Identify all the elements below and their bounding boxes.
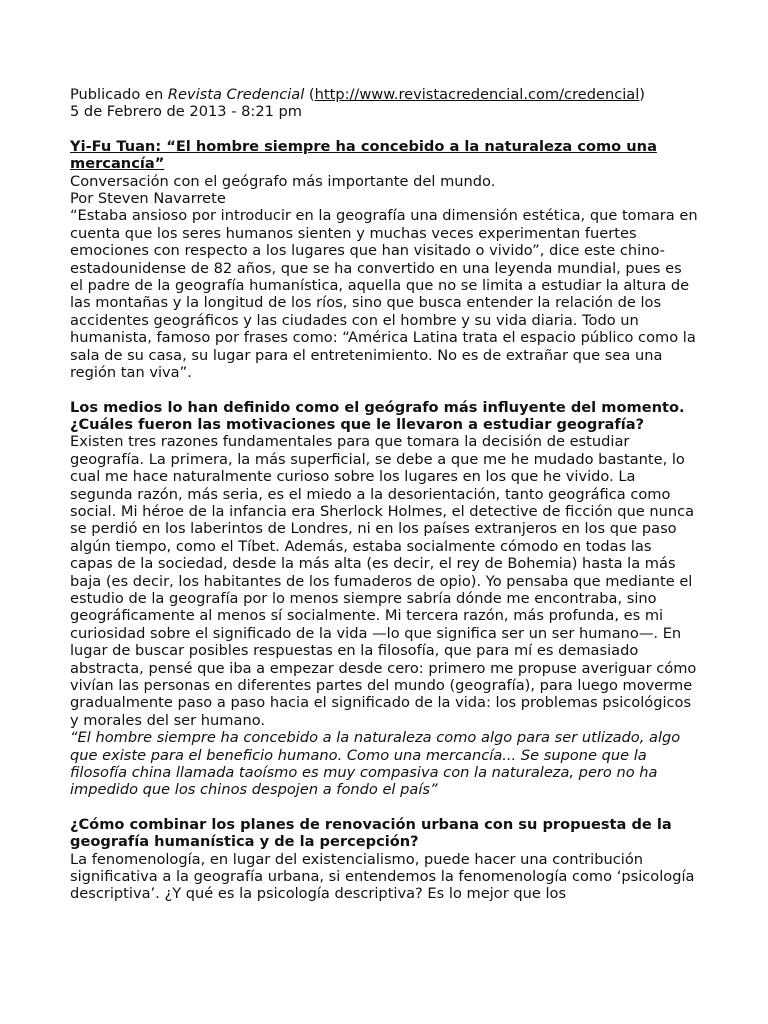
publish-date: 5 de Febrero de 2013 - 8:21 pm [70,103,303,121]
open-paren: ( [304,86,315,103]
source-url-link[interactable]: http://www.revistacredencial.com/credencial [314,86,640,103]
intro-paragraph: “Estaba ansioso por introducir en la geografía una dimensión estética, que tomara en cuenta que los seres humanos sienten y muchas veces experimentan fuertes emociones con respecto a los lugares que han visitado o vivido”, dice este chino-estadounidense de 82 años, que se ha convertido en una leyenda mundial, pues es el padre de la geografía humanística, aquella que no se limita a estudiar la altura de las montañas y la longitud de los ríos, sino que busca entender la relación de los accidentes geográficos y las ciudades con el hombre y su vida diaria. Todo un humanista, famoso por frases como: “América Latina trata el espacio público como la sala de su casa, su lugar para el entretenimiento. No es de extrañar que sea una región tan viva”. [70,207,698,382]
byline: Por Steven Navarrete [70,190,226,208]
question-2: ¿Cómo combinar los planes de renovación urbana con su propuesta de la geografía humanística y de la percepción? [70,815,672,851]
question-1: Los medios lo han definido como el geógrafo más influyente del momento. ¿Cuáles fueron las motivaciones que le llevaron a estudiar geografía? [70,398,685,433]
answer-1: Existen tres razones fundamentales para que tomara la decisión de estudiar geografía. La primera, la más superficial, se debe a que me he mudado bastante, lo cual me hace naturalmente curioso sobre los lugares en los que he vivido. La segunda razón, más seria, es el miedo a la desorientación, tanto geográfica como social. Mi héroe de la infancia era Sherlock Holmes, el detective de ficción que nunca se perdió en los laberintos de Londres, ni en los países extranjeros en los que paso algún tiempo, como el Tíbet. Además, estaba socialmente cómodo en todas las capas de la sociedad, desde la más alta (es decir, el rey de Bohemia) hasta la más baja (es decir, los habitantes de los fumaderos de opio). Yo pensaba que mediante el estudio de la geografía por lo menos siempre sabría dónde me encontraba, sino geográficamente al menos sí socialmente. Mi tercera razón, más profunda, es mi curiosidad sobre el significado de la vida —lo que significa ser un ser humano—. En lugar de buscar posibles respuestas en la filosofía, que para mí es demasiado abstracta, pensé que iba a empezar desde cero: primero me propuse averiguar cómo vivían las personas en diferentes partes del mundo (geografía), para luego moverme gradualmente paso a paso hacia el significado de la vida: los problemas psicológicos y morales del ser humano. [70,433,697,729]
publication-line [70,86,698,103]
publication-name: Revista Credencial [167,86,305,103]
pull-quote: “El hombre siempre ha concebido a la naturaleza como algo para ser utlizado, algo que existe para el beneficio humano. Como una mercancía... Se supone que la filosofía china llamada taoísmo es muy compasiva con la naturaleza, pero no ha impedido que los chinos despojen a fondo el país” [70,729,681,799]
article-subtitle: Conversación con el geógrafo más importante del mundo. [70,172,496,190]
article-title: Yi-Fu Tuan: “El hombre siempre ha concebido a la naturaleza como una mercancía” [70,137,657,173]
published-prefix: Publicado en [70,86,168,103]
close-paren: ) [639,86,645,103]
answer-2: La fenomenología, en lugar del existencialismo, puede hacer una contribución significativa a la geografía urbana, si entendemos la fenomenología como ‘psicología descriptiva’. ¿Y qué es la psicología descriptiva? Es lo mejor que los [70,850,695,903]
